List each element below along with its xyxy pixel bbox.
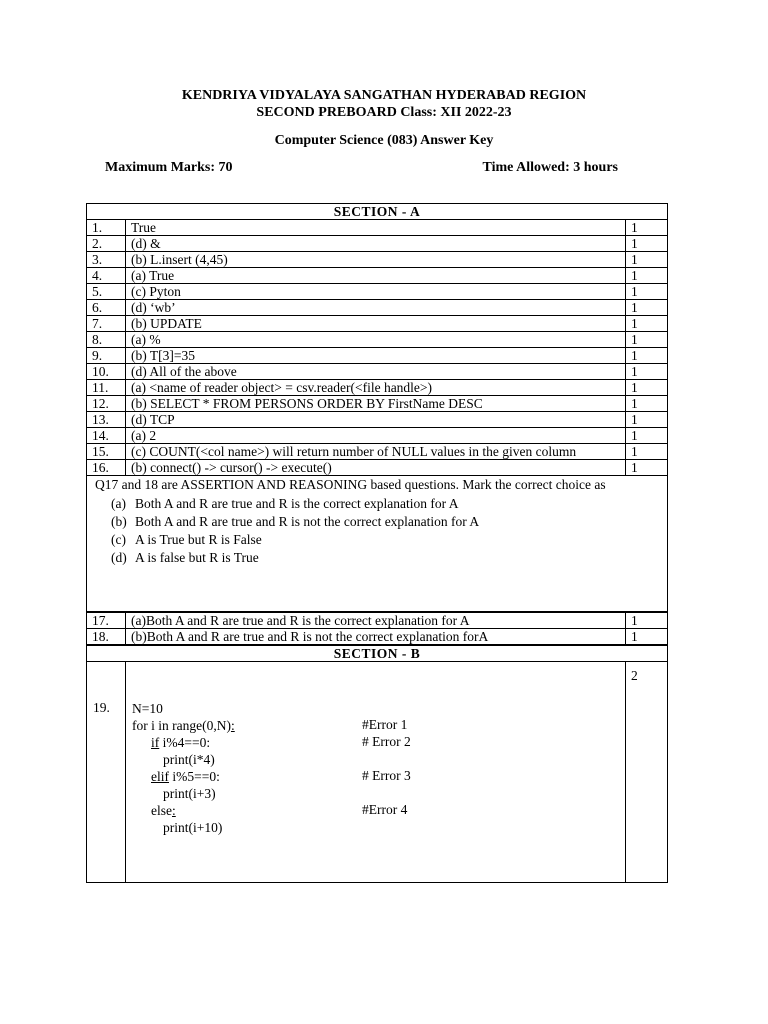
row-answer: (b) T[3]=35 xyxy=(126,348,626,364)
row-marks: 1 xyxy=(625,300,667,316)
table-row xyxy=(87,460,668,476)
header-line-1: KENDRIYA VIDYALAYA SANGATHAN HYDERABAD REGION xyxy=(181,88,587,103)
row-answer: (a) % xyxy=(126,332,626,348)
code-block xyxy=(126,662,625,882)
instruction-lead: Q17 and 18 are ASSERTION AND REASONING based questions. Mark the correct choice as xyxy=(95,477,606,492)
row-marks: 1 xyxy=(625,460,667,476)
row-num: 5. xyxy=(87,284,126,300)
assertion-reason-instructions xyxy=(87,476,668,613)
answer-key-table xyxy=(86,203,668,883)
row-answer: (b)Both A and R are true and R is not the correct explanation forA xyxy=(126,629,626,646)
row-answer: (c) COUNT(<col name>) will return number of NULL values in the given column xyxy=(126,444,626,460)
section-a-heading: SECTION - A xyxy=(87,204,668,220)
time-allowed: Time Allowed: 3 hours xyxy=(482,160,618,175)
row-marks: 1 xyxy=(625,236,667,252)
option-label: (b) xyxy=(111,514,127,529)
row-num: 15. xyxy=(87,444,126,460)
table-row xyxy=(87,316,668,332)
option-text: Both A and R are true and R is the correct explanation for A xyxy=(135,496,459,511)
table-row xyxy=(87,364,668,380)
instruction-option xyxy=(111,531,659,549)
row-num: 7. xyxy=(87,316,126,332)
code-line-4: print(i*4) xyxy=(163,752,215,767)
table-row xyxy=(87,220,668,236)
row-marks: 1 xyxy=(625,348,667,364)
row-answer: (a)Both A and R are true and R is the correct explanation for A xyxy=(126,612,626,629)
table-row xyxy=(87,444,668,460)
row-answer: (a) True xyxy=(126,268,626,284)
table-row xyxy=(87,396,668,412)
row-answer: (d) All of the above xyxy=(126,364,626,380)
row-num: 14. xyxy=(87,428,126,444)
max-marks: Maximum Marks: 70 xyxy=(105,160,233,175)
option-label: (d) xyxy=(111,550,127,565)
code-line-5 xyxy=(151,768,220,785)
row-answer: (c) Pyton xyxy=(126,284,626,300)
row-num: 12. xyxy=(87,396,126,412)
row-num: 6. xyxy=(87,300,126,316)
row-answer: (b) connect() -> cursor() -> execute() xyxy=(126,460,626,476)
row-num: 10. xyxy=(87,364,126,380)
row-num: 9. xyxy=(87,348,126,364)
row-answer: (b) L.insert (4,45) xyxy=(126,252,626,268)
paper-title: Computer Science (083) Answer Key xyxy=(274,133,494,148)
row-answer: (d) & xyxy=(126,236,626,252)
row-num: 16. xyxy=(87,460,126,476)
error-1-comment: #Error 1 xyxy=(362,717,408,732)
table-row xyxy=(87,268,668,284)
code-text: i%5==0: xyxy=(169,769,220,784)
code-keyword: if xyxy=(151,735,160,750)
table-row xyxy=(87,252,668,268)
code-line-3 xyxy=(151,734,210,751)
row-num: 1. xyxy=(87,220,126,236)
row-answer: (d) TCP xyxy=(126,412,626,428)
instruction-option xyxy=(111,513,659,531)
section-b-heading: SECTION - B xyxy=(87,645,668,662)
table-row xyxy=(87,629,668,646)
row-marks: 1 xyxy=(625,428,667,444)
code-text: for i in range(0,N) xyxy=(132,718,231,733)
code-fix: : xyxy=(230,718,235,733)
row-num xyxy=(87,662,126,883)
row-num: 17. xyxy=(87,612,126,629)
option-label: (a) xyxy=(111,496,126,511)
code-line-1: N=10 xyxy=(132,701,163,716)
row-answer: (b) UPDATE xyxy=(126,316,626,332)
option-label: (c) xyxy=(111,532,126,547)
error-2-comment: # Error 2 xyxy=(362,734,411,749)
row-marks: 1 xyxy=(625,364,667,380)
table-row xyxy=(87,380,668,396)
row-num: 4. xyxy=(87,268,126,284)
row-marks: 1 xyxy=(625,316,667,332)
code-line-6: print(i+3) xyxy=(163,786,216,801)
row-num: 8. xyxy=(87,332,126,348)
q19-number: 19. xyxy=(93,700,110,715)
option-text: A is false but R is True xyxy=(135,550,259,565)
code-line-8: print(i+10) xyxy=(163,820,223,835)
code-text: else xyxy=(151,803,172,818)
code-fix: : xyxy=(172,803,176,818)
row-answer: (a) <name of reader object> = csv.reader(<file handle>) xyxy=(126,380,626,396)
code-text: i%4==0: xyxy=(159,735,211,750)
row-marks: 1 xyxy=(625,444,667,460)
error-3-comment: # Error 3 xyxy=(362,768,411,783)
table-row xyxy=(87,332,668,348)
row-marks: 1 xyxy=(625,629,667,646)
row-marks: 1 xyxy=(625,412,667,428)
table-row xyxy=(87,300,668,316)
row-marks: 1 xyxy=(625,268,667,284)
table-row xyxy=(87,348,668,364)
row-marks: 1 xyxy=(625,252,667,268)
row-marks: 2 xyxy=(625,662,667,883)
row-marks: 1 xyxy=(625,220,667,236)
code-keyword: elif xyxy=(151,769,169,784)
row-num: 18. xyxy=(87,629,126,646)
option-text: A is True but R is False xyxy=(135,532,262,547)
row-marks: 1 xyxy=(625,284,667,300)
row-answer: True xyxy=(126,220,626,236)
table-row xyxy=(87,412,668,428)
header-line-2: SECOND PREBOARD Class: XII 2022-23 xyxy=(256,105,512,120)
row-num: 11. xyxy=(87,380,126,396)
table-row xyxy=(87,612,668,629)
instruction-option xyxy=(111,495,659,513)
q19-answer xyxy=(126,662,626,883)
table-row xyxy=(87,284,668,300)
row-answer: (b) SELECT * FROM PERSONS ORDER BY FirstName DESC xyxy=(126,396,626,412)
row-answer: (d) ‘wb’ xyxy=(126,300,626,316)
table-row xyxy=(87,428,668,444)
question-19-row xyxy=(87,662,668,883)
code-line-7 xyxy=(151,802,176,819)
row-marks: 1 xyxy=(625,612,667,629)
row-num: 2. xyxy=(87,236,126,252)
row-marks: 1 xyxy=(625,380,667,396)
instruction-option xyxy=(111,549,659,567)
error-4-comment: #Error 4 xyxy=(362,802,408,817)
row-marks: 1 xyxy=(625,396,667,412)
code-line-2 xyxy=(132,717,235,734)
row-marks: 1 xyxy=(625,332,667,348)
row-answer: (a) 2 xyxy=(126,428,626,444)
option-text: Both A and R are true and R is not the correct explanation for A xyxy=(135,514,480,529)
table-row xyxy=(87,236,668,252)
row-num: 13. xyxy=(87,412,126,428)
row-num: 3. xyxy=(87,252,126,268)
